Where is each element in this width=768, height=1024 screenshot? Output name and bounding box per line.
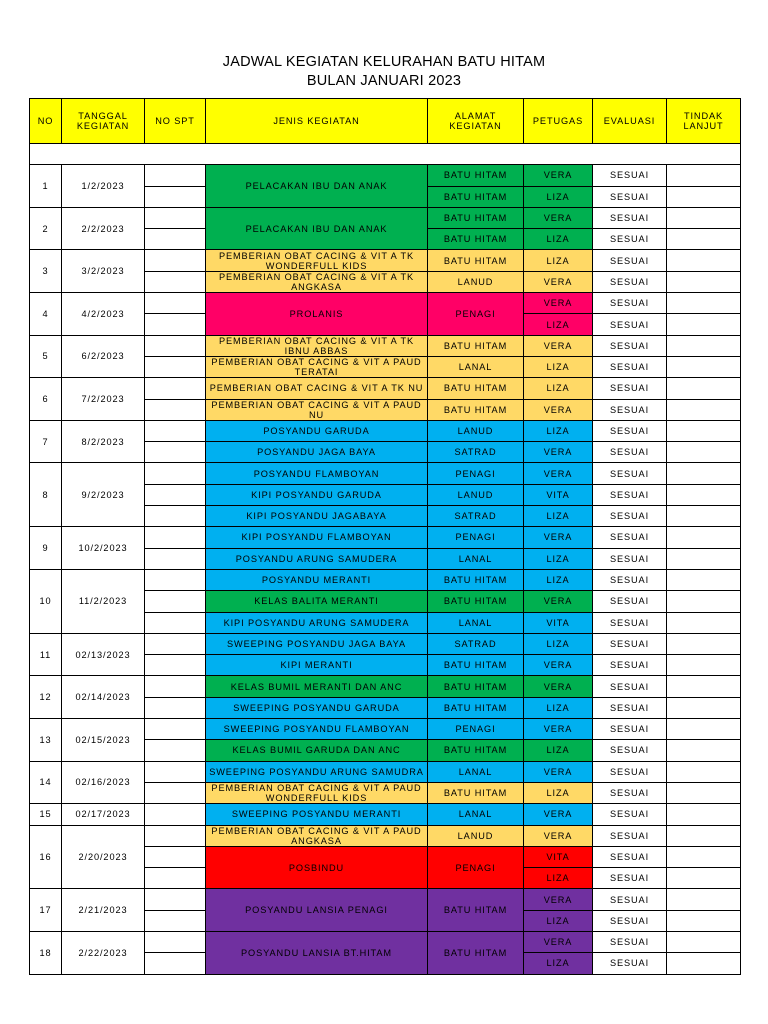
staff-name: VERA [524, 719, 593, 740]
row-number: 10 [30, 569, 62, 633]
activity-date: 02/15/2023 [62, 719, 145, 762]
activity-address: BATU HITAM [428, 399, 524, 420]
spt-number [145, 484, 206, 505]
activity-name: PROLANIS [206, 293, 428, 336]
spt-number [145, 740, 206, 761]
activity-date: 3/2/2023 [62, 250, 145, 293]
spt-number [145, 420, 206, 441]
activity-date: 2/20/2023 [62, 825, 145, 889]
staff-name: VERA [524, 676, 593, 697]
follow-up [667, 378, 741, 399]
follow-up [667, 591, 741, 612]
activity-name: KELAS BALITA MERANTI [206, 591, 428, 612]
activity-name: SWEEPING POSYANDU ARUNG SAMUDRA [206, 761, 428, 782]
activity-address: LANAL [428, 612, 524, 633]
table-row [30, 463, 741, 484]
activity-name: PEMBERIAN OBAT CACING & VIT A TK ANGKASA [206, 271, 428, 292]
follow-up [667, 314, 741, 335]
spt-number [145, 633, 206, 654]
staff-name: LIZA [524, 548, 593, 569]
spt-number [145, 868, 206, 889]
evaluation-status: SESUAI [593, 356, 667, 377]
follow-up [667, 782, 741, 803]
col-header-spt: NO SPT [145, 99, 206, 144]
activity-date: 1/2/2023 [62, 165, 145, 208]
activity-address: BATU HITAM [428, 229, 524, 250]
staff-name: VERA [524, 825, 593, 846]
evaluation-status: SESUAI [593, 931, 667, 952]
spt-number [145, 910, 206, 931]
spt-number [145, 591, 206, 612]
follow-up [667, 846, 741, 867]
follow-up [667, 655, 741, 676]
follow-up [667, 889, 741, 910]
activity-address: BATU HITAM [428, 250, 524, 271]
spt-number [145, 271, 206, 292]
row-number: 12 [30, 676, 62, 719]
evaluation-status: SESUAI [593, 761, 667, 782]
follow-up [667, 697, 741, 718]
col-header-address: ALAMAT KEGIATAN [428, 99, 524, 144]
staff-name: VITA [524, 484, 593, 505]
activity-date: 02/16/2023 [62, 761, 145, 804]
table-body [30, 144, 741, 975]
activity-date: 02/13/2023 [62, 633, 145, 676]
evaluation-status: SESUAI [593, 506, 667, 527]
activity-name: SWEEPING POSYANDU GARUDA [206, 697, 428, 718]
activity-name: KIPI POSYANDU FLAMBOYAN [206, 527, 428, 548]
activity-date: 8/2/2023 [62, 420, 145, 463]
activity-date: 4/2/2023 [62, 293, 145, 336]
activity-address: LANAL [428, 761, 524, 782]
activity-address: PENAGI [428, 719, 524, 740]
staff-name: LIZA [524, 569, 593, 590]
evaluation-status: SESUAI [593, 527, 667, 548]
row-number: 15 [30, 804, 62, 825]
follow-up [667, 868, 741, 889]
follow-up [667, 399, 741, 420]
follow-up [667, 633, 741, 654]
spt-number [145, 953, 206, 974]
activity-name: KIPI MERANTI [206, 655, 428, 676]
table-row [30, 420, 741, 441]
follow-up [667, 335, 741, 356]
table-row [30, 633, 741, 654]
activity-name: POSBINDU [206, 846, 428, 889]
row-number: 13 [30, 719, 62, 762]
activity-date: 7/2/2023 [62, 378, 145, 421]
follow-up [667, 761, 741, 782]
col-header-no: NO [30, 99, 62, 144]
spt-number [145, 719, 206, 740]
spt-number [145, 207, 206, 228]
row-number: 3 [30, 250, 62, 293]
follow-up [667, 804, 741, 825]
follow-up [667, 931, 741, 952]
evaluation-status: SESUAI [593, 271, 667, 292]
staff-name: LIZA [524, 868, 593, 889]
activity-name: KELAS BUMIL MERANTI DAN ANC [206, 676, 428, 697]
activity-address: PENAGI [428, 463, 524, 484]
evaluation-status: SESUAI [593, 442, 667, 463]
spt-number [145, 655, 206, 676]
spt-number [145, 186, 206, 207]
table-row [30, 293, 741, 314]
row-number: 14 [30, 761, 62, 804]
row-number: 17 [30, 889, 62, 932]
evaluation-status: SESUAI [593, 825, 667, 846]
spt-number [145, 782, 206, 803]
staff-name: VERA [524, 442, 593, 463]
activity-address: BATU HITAM [428, 782, 524, 803]
evaluation-status: SESUAI [593, 484, 667, 505]
staff-name: LIZA [524, 250, 593, 271]
spt-number [145, 548, 206, 569]
activity-name: SWEEPING POSYANDU JAGA BAYA [206, 633, 428, 654]
staff-name: VERA [524, 463, 593, 484]
evaluation-status: SESUAI [593, 548, 667, 569]
col-header-date: TANGGAL KEGIATAN [62, 99, 145, 144]
activity-date: 2/21/2023 [62, 889, 145, 932]
spt-number [145, 165, 206, 186]
table-row [30, 825, 741, 846]
staff-name: VERA [524, 655, 593, 676]
activity-name: SWEEPING POSYANDU MERANTI [206, 804, 428, 825]
activity-name: PEMBERIAN OBAT CACING & VIT A TK NU [206, 378, 428, 399]
activity-name: PEMBERIAN OBAT CACING & VIT A TK IBNU ABBAS [206, 335, 428, 356]
follow-up [667, 484, 741, 505]
staff-name: LIZA [524, 910, 593, 931]
row-number: 5 [30, 335, 62, 378]
staff-name: VERA [524, 889, 593, 910]
activity-address: LANAL [428, 356, 524, 377]
activity-address: LANUD [428, 271, 524, 292]
evaluation-status: SESUAI [593, 378, 667, 399]
activity-address: PENAGI [428, 293, 524, 336]
document-title: JADWAL KEGIATAN KELURAHAN BATU HITAM [222, 54, 546, 70]
activity-address: BATU HITAM [428, 335, 524, 356]
activity-address: SATRAD [428, 633, 524, 654]
spt-number [145, 250, 206, 271]
row-number: 16 [30, 825, 62, 889]
evaluation-status: SESUAI [593, 207, 667, 228]
activity-address: LANUD [428, 420, 524, 441]
evaluation-status: SESUAI [593, 229, 667, 250]
activity-address: BATU HITAM [428, 591, 524, 612]
spt-number [145, 931, 206, 952]
evaluation-status: SESUAI [593, 250, 667, 271]
spt-number [145, 825, 206, 846]
activity-address: BATU HITAM [428, 889, 524, 932]
activity-date: 02/17/2023 [62, 804, 145, 825]
evaluation-status: SESUAI [593, 633, 667, 654]
evaluation-status: SESUAI [593, 314, 667, 335]
activity-name: POSYANDU FLAMBOYAN [206, 463, 428, 484]
staff-name: LIZA [524, 506, 593, 527]
activity-name: POSYANDU LANSIA BT.HITAM [206, 931, 428, 974]
activity-address: SATRAD [428, 442, 524, 463]
table-row [30, 165, 741, 186]
activity-address: LANUD [428, 825, 524, 846]
staff-name: LIZA [524, 697, 593, 718]
staff-name: VITA [524, 612, 593, 633]
table-header-row [30, 99, 741, 144]
col-header-staff: PETUGAS [524, 99, 593, 144]
table-row [30, 931, 741, 952]
staff-name: VERA [524, 165, 593, 186]
table-row [30, 804, 741, 825]
staff-name: VERA [524, 527, 593, 548]
staff-name: VERA [524, 271, 593, 292]
spt-number [145, 527, 206, 548]
activity-address: BATU HITAM [428, 931, 524, 974]
evaluation-status: SESUAI [593, 910, 667, 931]
activity-date: 9/2/2023 [62, 463, 145, 527]
document-subtitle: BULAN JANUARI 2023 [306, 73, 462, 89]
spt-number [145, 399, 206, 420]
table-row [30, 335, 741, 356]
evaluation-status: SESUAI [593, 889, 667, 910]
col-header-evaluation: EVALUASI [593, 99, 667, 144]
staff-name: VERA [524, 761, 593, 782]
follow-up [667, 527, 741, 548]
activity-address: BATU HITAM [428, 165, 524, 186]
evaluation-status: SESUAI [593, 165, 667, 186]
spt-number [145, 676, 206, 697]
staff-name: VITA [524, 846, 593, 867]
staff-name: VERA [524, 335, 593, 356]
staff-name: VERA [524, 931, 593, 952]
staff-name: LIZA [524, 740, 593, 761]
evaluation-status: SESUAI [593, 293, 667, 314]
follow-up [667, 612, 741, 633]
evaluation-status: SESUAI [593, 740, 667, 761]
follow-up [667, 250, 741, 271]
col-header-activity: JENIS KEGIATAN [206, 99, 428, 144]
activity-address: BATU HITAM [428, 378, 524, 399]
activity-name: SWEEPING POSYANDU FLAMBOYAN [206, 719, 428, 740]
spt-number [145, 442, 206, 463]
follow-up [667, 740, 741, 761]
follow-up [667, 569, 741, 590]
row-number: 18 [30, 931, 62, 974]
activity-address: BATU HITAM [428, 186, 524, 207]
table-row [30, 527, 741, 548]
follow-up [667, 229, 741, 250]
spt-number [145, 804, 206, 825]
activity-address: SATRAD [428, 506, 524, 527]
activity-name: KIPI POSYANDU JAGABAYA [206, 506, 428, 527]
table-spacer [30, 144, 741, 165]
staff-name: LIZA [524, 953, 593, 974]
spt-number [145, 356, 206, 377]
follow-up [667, 271, 741, 292]
activity-name: PEMBERIAN OBAT CACING & VIT A PAUD TERATAI [206, 356, 428, 377]
activity-address: BATU HITAM [428, 655, 524, 676]
activity-name: PEMBERIAN OBAT CACING & VIT A PAUD NU [206, 399, 428, 420]
spt-number [145, 463, 206, 484]
activity-date: 02/14/2023 [62, 676, 145, 719]
activity-name: PELACAKAN IBU DAN ANAK [206, 207, 428, 250]
follow-up [667, 953, 741, 974]
spt-number [145, 889, 206, 910]
staff-name: LIZA [524, 378, 593, 399]
staff-name: LIZA [524, 186, 593, 207]
table-row [30, 676, 741, 697]
activity-address: PENAGI [428, 846, 524, 889]
activity-name: KIPI POSYANDU ARUNG SAMUDERA [206, 612, 428, 633]
activity-address: LANUD [428, 484, 524, 505]
row-number: 2 [30, 207, 62, 250]
follow-up [667, 506, 741, 527]
follow-up [667, 442, 741, 463]
activity-address: BATU HITAM [428, 207, 524, 228]
staff-name: LIZA [524, 356, 593, 377]
activity-name: PELACAKAN IBU DAN ANAK [206, 165, 428, 208]
activity-address: BATU HITAM [428, 697, 524, 718]
activity-name: POSYANDU LANSIA PENAGI [206, 889, 428, 932]
spt-number [145, 846, 206, 867]
row-number: 8 [30, 463, 62, 527]
activity-name: POSYANDU GARUDA [206, 420, 428, 441]
spt-number [145, 378, 206, 399]
spt-number [145, 335, 206, 356]
activity-date: 10/2/2023 [62, 527, 145, 570]
spt-number [145, 229, 206, 250]
activity-name: POSYANDU ARUNG SAMUDERA [206, 548, 428, 569]
staff-name: VERA [524, 591, 593, 612]
evaluation-status: SESUAI [593, 399, 667, 420]
row-number: 6 [30, 378, 62, 421]
follow-up [667, 676, 741, 697]
row-number: 9 [30, 527, 62, 570]
evaluation-status: SESUAI [593, 719, 667, 740]
row-number: 11 [30, 633, 62, 676]
follow-up [667, 207, 741, 228]
staff-name: VERA [524, 399, 593, 420]
table-row [30, 569, 741, 590]
table-row [30, 207, 741, 228]
spt-number [145, 506, 206, 527]
evaluation-status: SESUAI [593, 463, 667, 484]
activity-name: KELAS BUMIL GARUDA DAN ANC [206, 740, 428, 761]
table-row [30, 378, 741, 399]
spt-number [145, 293, 206, 314]
staff-name: VERA [524, 804, 593, 825]
activity-name: KIPI POSYANDU GARUDA [206, 484, 428, 505]
activity-date: 6/2/2023 [62, 335, 145, 378]
spt-number [145, 314, 206, 335]
activity-date: 11/2/2023 [62, 569, 145, 633]
row-number: 4 [30, 293, 62, 336]
follow-up [667, 719, 741, 740]
follow-up [667, 356, 741, 377]
follow-up [667, 825, 741, 846]
activity-address: LANAL [428, 548, 524, 569]
activity-name: PEMBERIAN OBAT CACING & VIT A TK WONDERFULL KIDS [206, 250, 428, 271]
table-row [30, 889, 741, 910]
spt-number [145, 761, 206, 782]
staff-name: LIZA [524, 633, 593, 654]
evaluation-status: SESUAI [593, 868, 667, 889]
evaluation-status: SESUAI [593, 335, 667, 356]
staff-name: LIZA [524, 229, 593, 250]
evaluation-status: SESUAI [593, 569, 667, 590]
follow-up [667, 186, 741, 207]
row-number: 7 [30, 420, 62, 463]
row-number: 1 [30, 165, 62, 208]
activity-name: PEMBERIAN OBAT CACING & VIT A PAUD ANGKASA [206, 825, 428, 846]
evaluation-status: SESUAI [593, 420, 667, 441]
col-header-follow-up: TINDAK LANJUT [667, 99, 741, 144]
evaluation-status: SESUAI [593, 953, 667, 974]
evaluation-status: SESUAI [593, 804, 667, 825]
staff-name: LIZA [524, 782, 593, 803]
evaluation-status: SESUAI [593, 591, 667, 612]
activity-address: BATU HITAM [428, 740, 524, 761]
evaluation-status: SESUAI [593, 782, 667, 803]
activity-address: BATU HITAM [428, 676, 524, 697]
follow-up [667, 293, 741, 314]
activity-address: BATU HITAM [428, 569, 524, 590]
spt-number [145, 612, 206, 633]
spt-number [145, 569, 206, 590]
staff-name: LIZA [524, 314, 593, 335]
table-row [30, 719, 741, 740]
evaluation-status: SESUAI [593, 846, 667, 867]
evaluation-status: SESUAI [593, 655, 667, 676]
table-row [30, 250, 741, 271]
activity-address: LANAL [428, 804, 524, 825]
staff-name: VERA [524, 207, 593, 228]
activity-name: POSYANDU MERANTI [206, 569, 428, 590]
evaluation-status: SESUAI [593, 697, 667, 718]
evaluation-status: SESUAI [593, 612, 667, 633]
spt-number [145, 697, 206, 718]
activity-address: PENAGI [428, 527, 524, 548]
evaluation-status: SESUAI [593, 186, 667, 207]
follow-up [667, 165, 741, 186]
staff-name: LIZA [524, 420, 593, 441]
activity-date: 2/2/2023 [62, 207, 145, 250]
follow-up [667, 910, 741, 931]
activity-name: POSYANDU JAGA BAYA [206, 442, 428, 463]
table-row [30, 761, 741, 782]
activity-date: 2/22/2023 [62, 931, 145, 974]
evaluation-status: SESUAI [593, 676, 667, 697]
schedule-table [29, 98, 741, 975]
follow-up [667, 420, 741, 441]
follow-up [667, 463, 741, 484]
follow-up [667, 548, 741, 569]
staff-name: VERA [524, 293, 593, 314]
activity-name: PEMBERIAN OBAT CACING & VIT A PAUD WONDERFULL KIDS [206, 782, 428, 803]
